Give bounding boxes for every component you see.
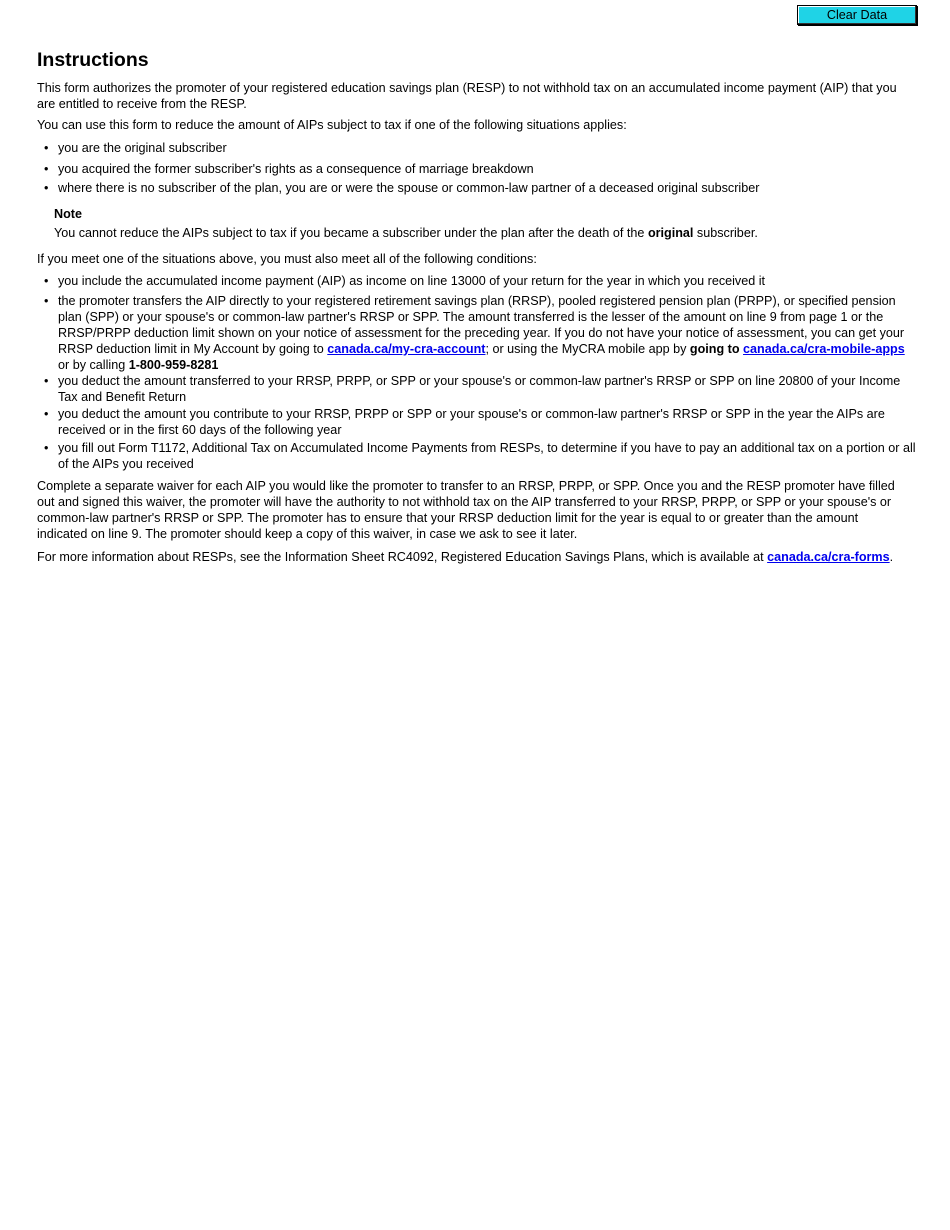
condition-item: [44, 273, 918, 289]
note-text: [54, 225, 929, 241]
condition-item: [44, 373, 918, 405]
bullet-icon: •: [44, 441, 49, 455]
situation-item: [44, 140, 918, 156]
condition-text: you fill out Form T1172, Additional Tax on Accumulated Income Payments from RESPs, to determine if you have to pay an additional tax on a portion or all of the AIPs you received: [58, 441, 916, 471]
note-bold: original: [647, 226, 694, 240]
condition-item: [44, 406, 918, 438]
cra-forms-link[interactable]: canada.ca/cra-forms: [767, 550, 890, 564]
situation-text: you acquired the former subscriber's rights as a consequence of marriage breakdown: [58, 162, 534, 176]
bullet-icon: •: [44, 162, 49, 176]
bullet-icon: •: [44, 407, 49, 421]
condition-item: [44, 293, 918, 373]
cra-mobile-apps-link[interactable]: canada.ca/cra-mobile-apps: [743, 342, 905, 356]
condition-text: ; or using the MyCRA mobile app by: [485, 342, 690, 356]
situations-lead: You can use this form to reduce the amount of AIPs subject to tax if one of the following situations applies:: [37, 118, 627, 132]
page-title: Instructions: [37, 49, 149, 71]
condition-text: you include the accumulated income payment (AIP) as income on line 13000 of your return for the year in which you received it: [58, 274, 766, 288]
situation-text: where there is no subscriber of the plan, you are or were the spouse or common-law partner of a deceased original subscriber: [58, 181, 760, 195]
waiver-paragraph: Complete a separate waiver for each AIP you would like the promoter to transfer to an RRSP, PRPP, or SPP. Once you and the RESP promoter have filled out and signed this waiver, the promoter will have the authority to not withhold tax on the AIP transferred to your RRSP, PRPP, or SPP or your spouse's or common-law partner's RRSP or SPP. The promoter has to ensure that your RRSP deduction limit for the year is equal to or greater than the amount indicated on line 9. The promoter should keep a copy of this waiver, in case we ask to see it later.: [37, 479, 895, 541]
situation-item: [44, 161, 918, 177]
condition-text: or by calling: [58, 358, 129, 372]
my-cra-account-link[interactable]: canada.ca/my-cra-account: [327, 342, 486, 356]
bullet-icon: •: [44, 181, 49, 195]
condition-text: you deduct the amount transferred to your RRSP, PRPP, or SPP or your spouse's or common-law partner's RRSP or SPP on line 20800 of your Income Tax and Benefit Return: [58, 374, 901, 404]
more-info-text: .: [889, 550, 894, 564]
note-heading: Note: [54, 207, 82, 221]
more-info-text: For more information about RESPs, see the Information Sheet RC4092, Registered Education Savings Plans, which is available at: [37, 550, 768, 564]
clear-data-button[interactable]: Clear Data: [797, 5, 917, 25]
more-info-paragraph: [37, 549, 912, 565]
note-text-part: You cannot reduce the AIPs subject to tax if you became a subscriber under the plan after the death of the: [54, 226, 648, 240]
conditions-lead: If you meet one of the situations above, you must also meet all of the following conditions:: [37, 252, 537, 266]
situation-text: you are the original subscriber: [58, 141, 227, 155]
note-text-part: subscriber.: [693, 226, 758, 240]
condition-bold: going to: [689, 342, 740, 356]
intro-paragraph: This form authorizes the promoter of your registered education savings plan (RESP) to not withhold tax on an accumulated income payment (AIP) that you are entitled to receive from the RESP.: [37, 81, 897, 111]
bullet-icon: •: [44, 374, 49, 388]
condition-text: the promoter transfers the AIP directly to your registered retirement savings plan (RRSP), pooled registered pension plan (PRPP), or specified pension plan (SPP) or your spouse's or common-law partner's RRSP or SPP. The amount transferred is the lesser of the amount on line 9 from page 1 or the RRSP/PRPP deduction limit shown on your notice of assessment for the preceding year. If you do not have your notice of assessment, you can get your RRSP deduction limit in My Account by going to: [58, 294, 905, 356]
situation-item: [44, 180, 918, 196]
condition-text: you deduct the amount you contribute to your RRSP, PRPP or SPP or your spouse's or common-law partner's RRSP or SPP in the year the AIPs are received or in the first 60 days of the following year: [58, 407, 885, 437]
condition-item: [44, 440, 918, 472]
bullet-icon: •: [44, 294, 49, 308]
bullet-icon: •: [44, 141, 49, 155]
bullet-icon: •: [44, 274, 49, 288]
phone-number: 1-800-959-8281: [128, 358, 219, 372]
